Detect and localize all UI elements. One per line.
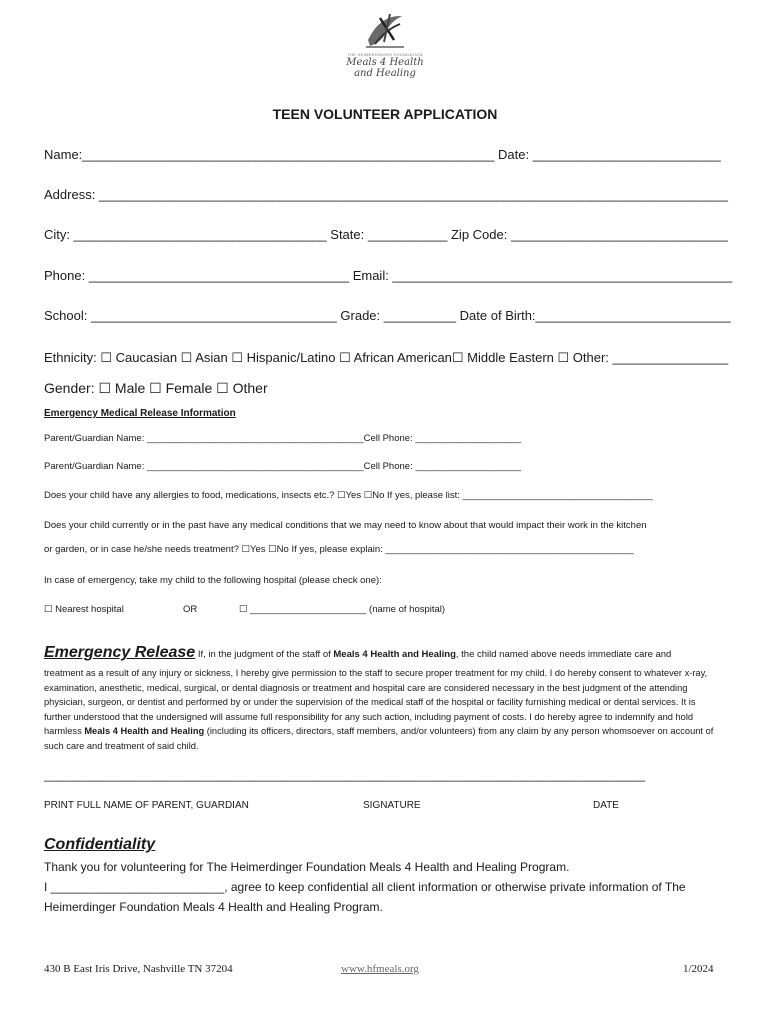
phone-email-field[interactable]: Phone: ____________________________________ Email: _______________________________________________ — [44, 268, 733, 283]
name-date-field[interactable]: Name:_________________________________________________________ Date: __________________________ — [44, 147, 721, 162]
logo-line1: Meals 4 Health — [346, 57, 424, 68]
logo-foundation-text: THE HEIMERDINGER FOUNDATION — [347, 52, 423, 57]
logo-emblem-icon — [360, 10, 410, 52]
city-state-zip-field[interactable]: City: ___________________________________ State: ___________ Zip Code: ______________________________ — [44, 227, 728, 242]
allergies-field[interactable]: Does your child have any allergies to food, medications, insects etc.? ☐Yes ☐No If yes, please list: ____________________________________ — [44, 490, 653, 501]
logo-line2: and Healing — [354, 68, 416, 79]
page-title: TEEN VOLUNTEER APPLICATION — [272, 106, 498, 122]
conditions-question: Does your child currently or in the past have any medical conditions that we may need to know about that would impact their work in the kitchen — [44, 520, 647, 531]
date-label: DATE — [593, 800, 619, 811]
footer-version: 1/2024 — [683, 963, 714, 975]
organization-logo — [330, 10, 440, 90]
signature-label: SIGNATURE — [363, 800, 421, 811]
confidentiality-line2[interactable]: I __________________________, agree to keep confidential all client information or otherwise private information of The — [44, 880, 686, 894]
ethnicity-checkboxes[interactable]: Ethnicity: ☐ Caucasian ☐ Asian ☐ Hispanic/Latino ☐ African American☐ Middle Eastern ☐ Other: ________________ — [44, 350, 729, 365]
school-grade-dob-field[interactable]: School: __________________________________ Grade: __________ Date of Birth:___________________________ — [44, 308, 731, 323]
footer-website-link[interactable]: www.hfmeals.org — [341, 963, 419, 975]
release-body-org: Meals 4 Health and Healing — [84, 726, 205, 737]
address-field[interactable]: Address: _______________________________________________________________________________________ — [44, 187, 728, 202]
emergency-release-heading: Emergency Release — [44, 644, 196, 661]
gender-checkboxes[interactable]: Gender: ☐ Male ☐ Female ☐ Other — [44, 380, 268, 396]
release-body: treatment as a result of any injury or sickness, I hereby give permission to the staff to secure proper treatment for my child. I do hereby consent to whatever x-ray, examination, anesthetic, medical, surgical, or dental diagnosis or treatment and hospital care are considered necessary in the best judgment of the attending physician, surgeon, or dentist and performed by or under the supervision of the medical staff of the hospital or facility furnishing medical or dental services. It is further understood that the undersigned will assume full responsibility for any such action, including payment of costs. I do hereby agree to indemnify and hold harmless — [44, 668, 708, 737]
confidentiality-heading: Confidentiality — [44, 836, 156, 853]
confidentiality-line1: Thank you for volunteering for The Heimerdinger Foundation Meals 4 Health and Healing Program. — [44, 860, 570, 874]
guardian-1-field[interactable]: Parent/Guardian Name: _________________________________________Cell Phone: ____________________ — [44, 433, 522, 444]
hospital-prompt: In case of emergency, take my child to the following hospital (please check one): — [44, 575, 382, 586]
release-line1-rest: , the child named above needs immediate care and — [455, 649, 672, 660]
named-hospital-checkbox[interactable]: ☐ ______________________ (name of hospital) — [239, 604, 446, 615]
footer-address: 430 B East Iris Drive, Nashville TN 37204 — [44, 963, 233, 975]
emergency-medical-heading: Emergency Medical Release Information — [44, 408, 236, 419]
release-body-end: (including its officers, directors, staff members, and/or volunteers) from any claim by any person whomsoever on account of such care and treatment of said child. — [44, 726, 714, 751]
conditions-field[interactable]: or garden, or in case he/she needs treatment? ☐Yes ☐No If yes, please explain: _______________________________________________ — [44, 544, 634, 555]
guardian-2-field[interactable]: Parent/Guardian Name: _________________________________________Cell Phone: ____________________ — [44, 461, 522, 472]
signature-line[interactable]: ______________________________________________________________________________________________ — [44, 770, 646, 782]
print-name-label: PRINT FULL NAME OF PARENT, GUARDIAN — [44, 800, 249, 811]
release-intro: If, in the judgment of the staff of — [195, 649, 334, 660]
confidentiality-line3: Heimerdinger Foundation Meals 4 Health and Healing Program. — [44, 900, 383, 914]
release-org-name: Meals 4 Health and Healing — [333, 649, 456, 660]
release-paragraph — [44, 666, 724, 754]
emergency-release-heading-line — [44, 644, 671, 662]
hospital-or-label: OR — [183, 604, 198, 615]
nearest-hospital-checkbox[interactable]: ☐ Nearest hospital — [44, 604, 124, 615]
